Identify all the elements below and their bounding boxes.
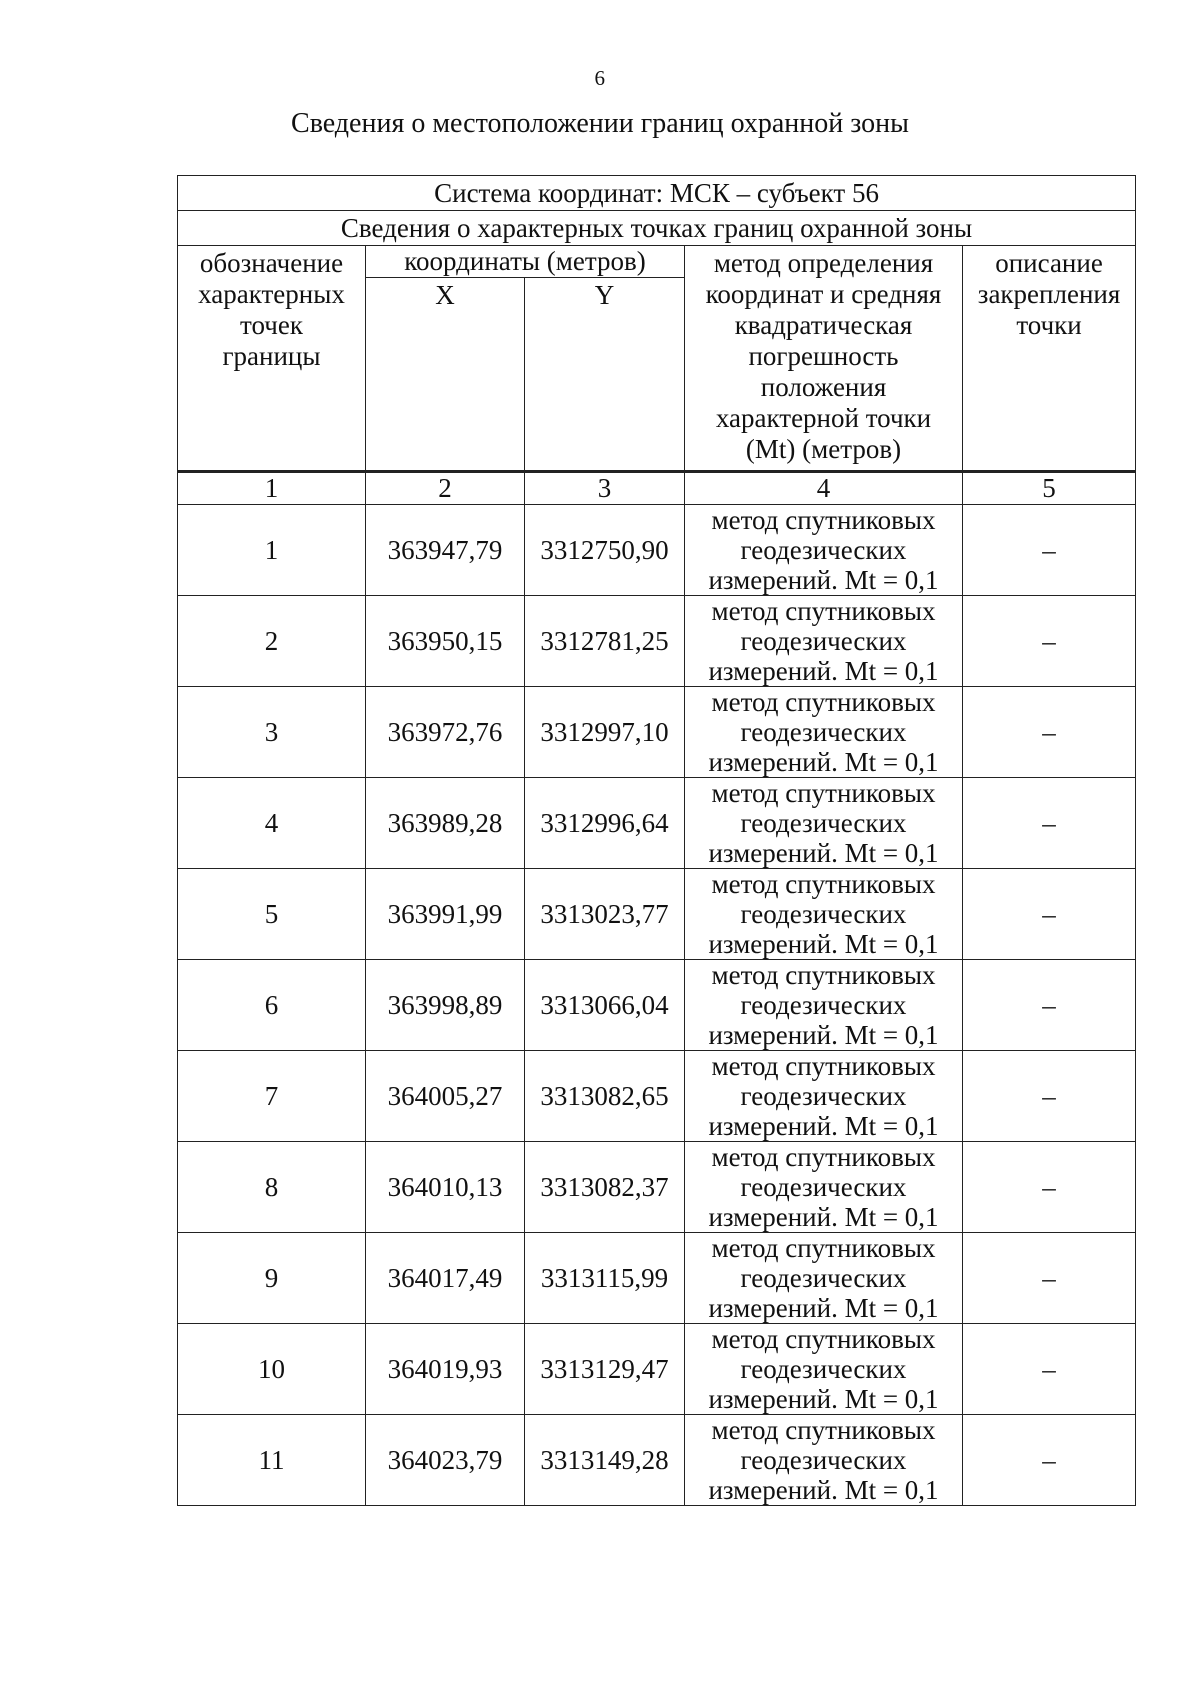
column-number: 5 [963, 472, 1136, 505]
coordinate-system-row: Система координат: МСК – субъект 56 [178, 176, 1136, 211]
method-line: метод спутниковых [711, 1415, 936, 1445]
point-description-cell: – [963, 687, 1136, 778]
method-line: геодезических [740, 1354, 907, 1384]
method-line: метод спутниковых [711, 960, 936, 990]
method-line: геодезических [740, 899, 907, 929]
x-coordinate-cell: 364019,93 [366, 1324, 525, 1415]
y-coordinate-cell: 3312750,90 [525, 505, 685, 596]
method-line: геодезических [740, 1263, 907, 1293]
point-number-cell: 6 [178, 960, 366, 1051]
point-description-cell: – [963, 778, 1136, 869]
method-line: геодезических [740, 717, 907, 747]
table-row [178, 1415, 1136, 1506]
x-coordinate-cell: 364005,27 [366, 1051, 525, 1142]
table-row [178, 596, 1136, 687]
point-description-cell: – [963, 1233, 1136, 1324]
column-number: 3 [525, 472, 685, 505]
point-description-cell: – [963, 596, 1136, 687]
header-y: Y [525, 278, 685, 472]
point-description-cell: – [963, 960, 1136, 1051]
method-line: метод спутниковых [711, 778, 936, 808]
header-point-designation: обозначение характерных точек границы [178, 246, 366, 472]
method-cell [685, 1415, 963, 1506]
method-line: измерений. Mt = 0,1 [708, 565, 939, 595]
point-number-cell: 2 [178, 596, 366, 687]
column-number: 4 [685, 472, 963, 505]
y-coordinate-cell: 3313082,65 [525, 1051, 685, 1142]
method-line: геодезических [740, 990, 907, 1020]
y-coordinate-cell: 3313129,47 [525, 1324, 685, 1415]
table-row [178, 687, 1136, 778]
y-coordinate-cell: 3313149,28 [525, 1415, 685, 1506]
point-number-cell: 11 [178, 1415, 366, 1506]
column-number: 1 [178, 472, 366, 505]
point-number-cell: 3 [178, 687, 366, 778]
method-line: измерений. Mt = 0,1 [708, 1384, 939, 1414]
x-coordinate-cell: 363991,99 [366, 869, 525, 960]
x-coordinate-cell: 364017,49 [366, 1233, 525, 1324]
method-line: измерений. Mt = 0,1 [708, 929, 939, 959]
y-coordinate-cell: 3312997,10 [525, 687, 685, 778]
header-coordinates: координаты (метров) [366, 246, 685, 278]
method-cell [685, 505, 963, 596]
table-row [178, 505, 1136, 596]
point-number-cell: 1 [178, 505, 366, 596]
method-cell [685, 1142, 963, 1233]
method-cell [685, 1324, 963, 1415]
point-number-cell: 5 [178, 869, 366, 960]
method-line: метод спутниковых [711, 687, 936, 717]
method-cell [685, 869, 963, 960]
y-coordinate-cell: 3312781,25 [525, 596, 685, 687]
table-row [178, 1051, 1136, 1142]
method-line: метод спутниковых [711, 1233, 936, 1263]
table-row [178, 1142, 1136, 1233]
method-line: геодезических [740, 1172, 907, 1202]
method-line: измерений. Mt = 0,1 [708, 1202, 939, 1232]
y-coordinate-cell: 3313115,99 [525, 1233, 685, 1324]
table-row [178, 960, 1136, 1051]
page-number: 6 [594, 66, 606, 90]
y-coordinate-cell: 3313082,37 [525, 1142, 685, 1233]
column-number-row [178, 472, 1136, 505]
point-description-cell: – [963, 869, 1136, 960]
method-line: измерений. Mt = 0,1 [708, 1475, 939, 1505]
point-number-cell: 4 [178, 778, 366, 869]
method-cell [685, 960, 963, 1051]
point-description-cell: – [963, 1142, 1136, 1233]
method-cell [685, 1051, 963, 1142]
table-row [178, 1324, 1136, 1415]
point-number-cell: 10 [178, 1324, 366, 1415]
table-row [178, 869, 1136, 960]
point-description-cell: – [963, 505, 1136, 596]
x-coordinate-cell: 363972,76 [366, 687, 525, 778]
column-number: 2 [366, 472, 525, 505]
y-coordinate-cell: 3312996,64 [525, 778, 685, 869]
method-line: измерений. Mt = 0,1 [708, 838, 939, 868]
x-coordinate-cell: 363947,79 [366, 505, 525, 596]
x-coordinate-cell: 363989,28 [366, 778, 525, 869]
method-line: геодезических [740, 808, 907, 838]
method-cell [685, 778, 963, 869]
y-coordinate-cell: 3313066,04 [525, 960, 685, 1051]
method-cell [685, 596, 963, 687]
page-title: Сведения о местоположении границ охранной зоны [291, 108, 909, 139]
point-number-cell: 8 [178, 1142, 366, 1233]
x-coordinate-cell: 363950,15 [366, 596, 525, 687]
boundary-points-table [177, 175, 1136, 1506]
header-method: метод определения координат и средняя квадратическая погрешность положения характерной точки (Mt) (метров) [685, 246, 963, 472]
method-cell [685, 1233, 963, 1324]
point-description-cell: – [963, 1051, 1136, 1142]
method-line: метод спутниковых [711, 1051, 936, 1081]
point-number-cell: 9 [178, 1233, 366, 1324]
method-line: измерений. Mt = 0,1 [708, 1293, 939, 1323]
point-number-cell: 7 [178, 1051, 366, 1142]
method-line: измерений. Mt = 0,1 [708, 656, 939, 686]
point-description-cell: – [963, 1324, 1136, 1415]
table-subtitle-row: Сведения о характерных точках границ охранной зоны [178, 211, 1136, 246]
point-description-cell: – [963, 1415, 1136, 1506]
header-x: X [366, 278, 525, 472]
x-coordinate-cell: 364023,79 [366, 1415, 525, 1506]
table-row [178, 778, 1136, 869]
method-line: измерений. Mt = 0,1 [708, 1111, 939, 1141]
table-row [178, 1233, 1136, 1324]
method-line: геодезических [740, 626, 907, 656]
method-line: измерений. Mt = 0,1 [708, 1020, 939, 1050]
method-line: геодезических [740, 1445, 907, 1475]
method-cell [685, 687, 963, 778]
method-line: метод спутниковых [711, 1324, 936, 1354]
x-coordinate-cell: 363998,89 [366, 960, 525, 1051]
method-line: измерений. Mt = 0,1 [708, 747, 939, 777]
header-description: описание закрепления точки [963, 246, 1136, 472]
x-coordinate-cell: 364010,13 [366, 1142, 525, 1233]
method-line: метод спутниковых [711, 505, 936, 535]
method-line: геодезических [740, 1081, 907, 1111]
y-coordinate-cell: 3313023,77 [525, 869, 685, 960]
method-line: метод спутниковых [711, 1142, 936, 1172]
method-line: метод спутниковых [711, 596, 936, 626]
method-line: геодезических [740, 535, 907, 565]
method-line: метод спутниковых [711, 869, 936, 899]
